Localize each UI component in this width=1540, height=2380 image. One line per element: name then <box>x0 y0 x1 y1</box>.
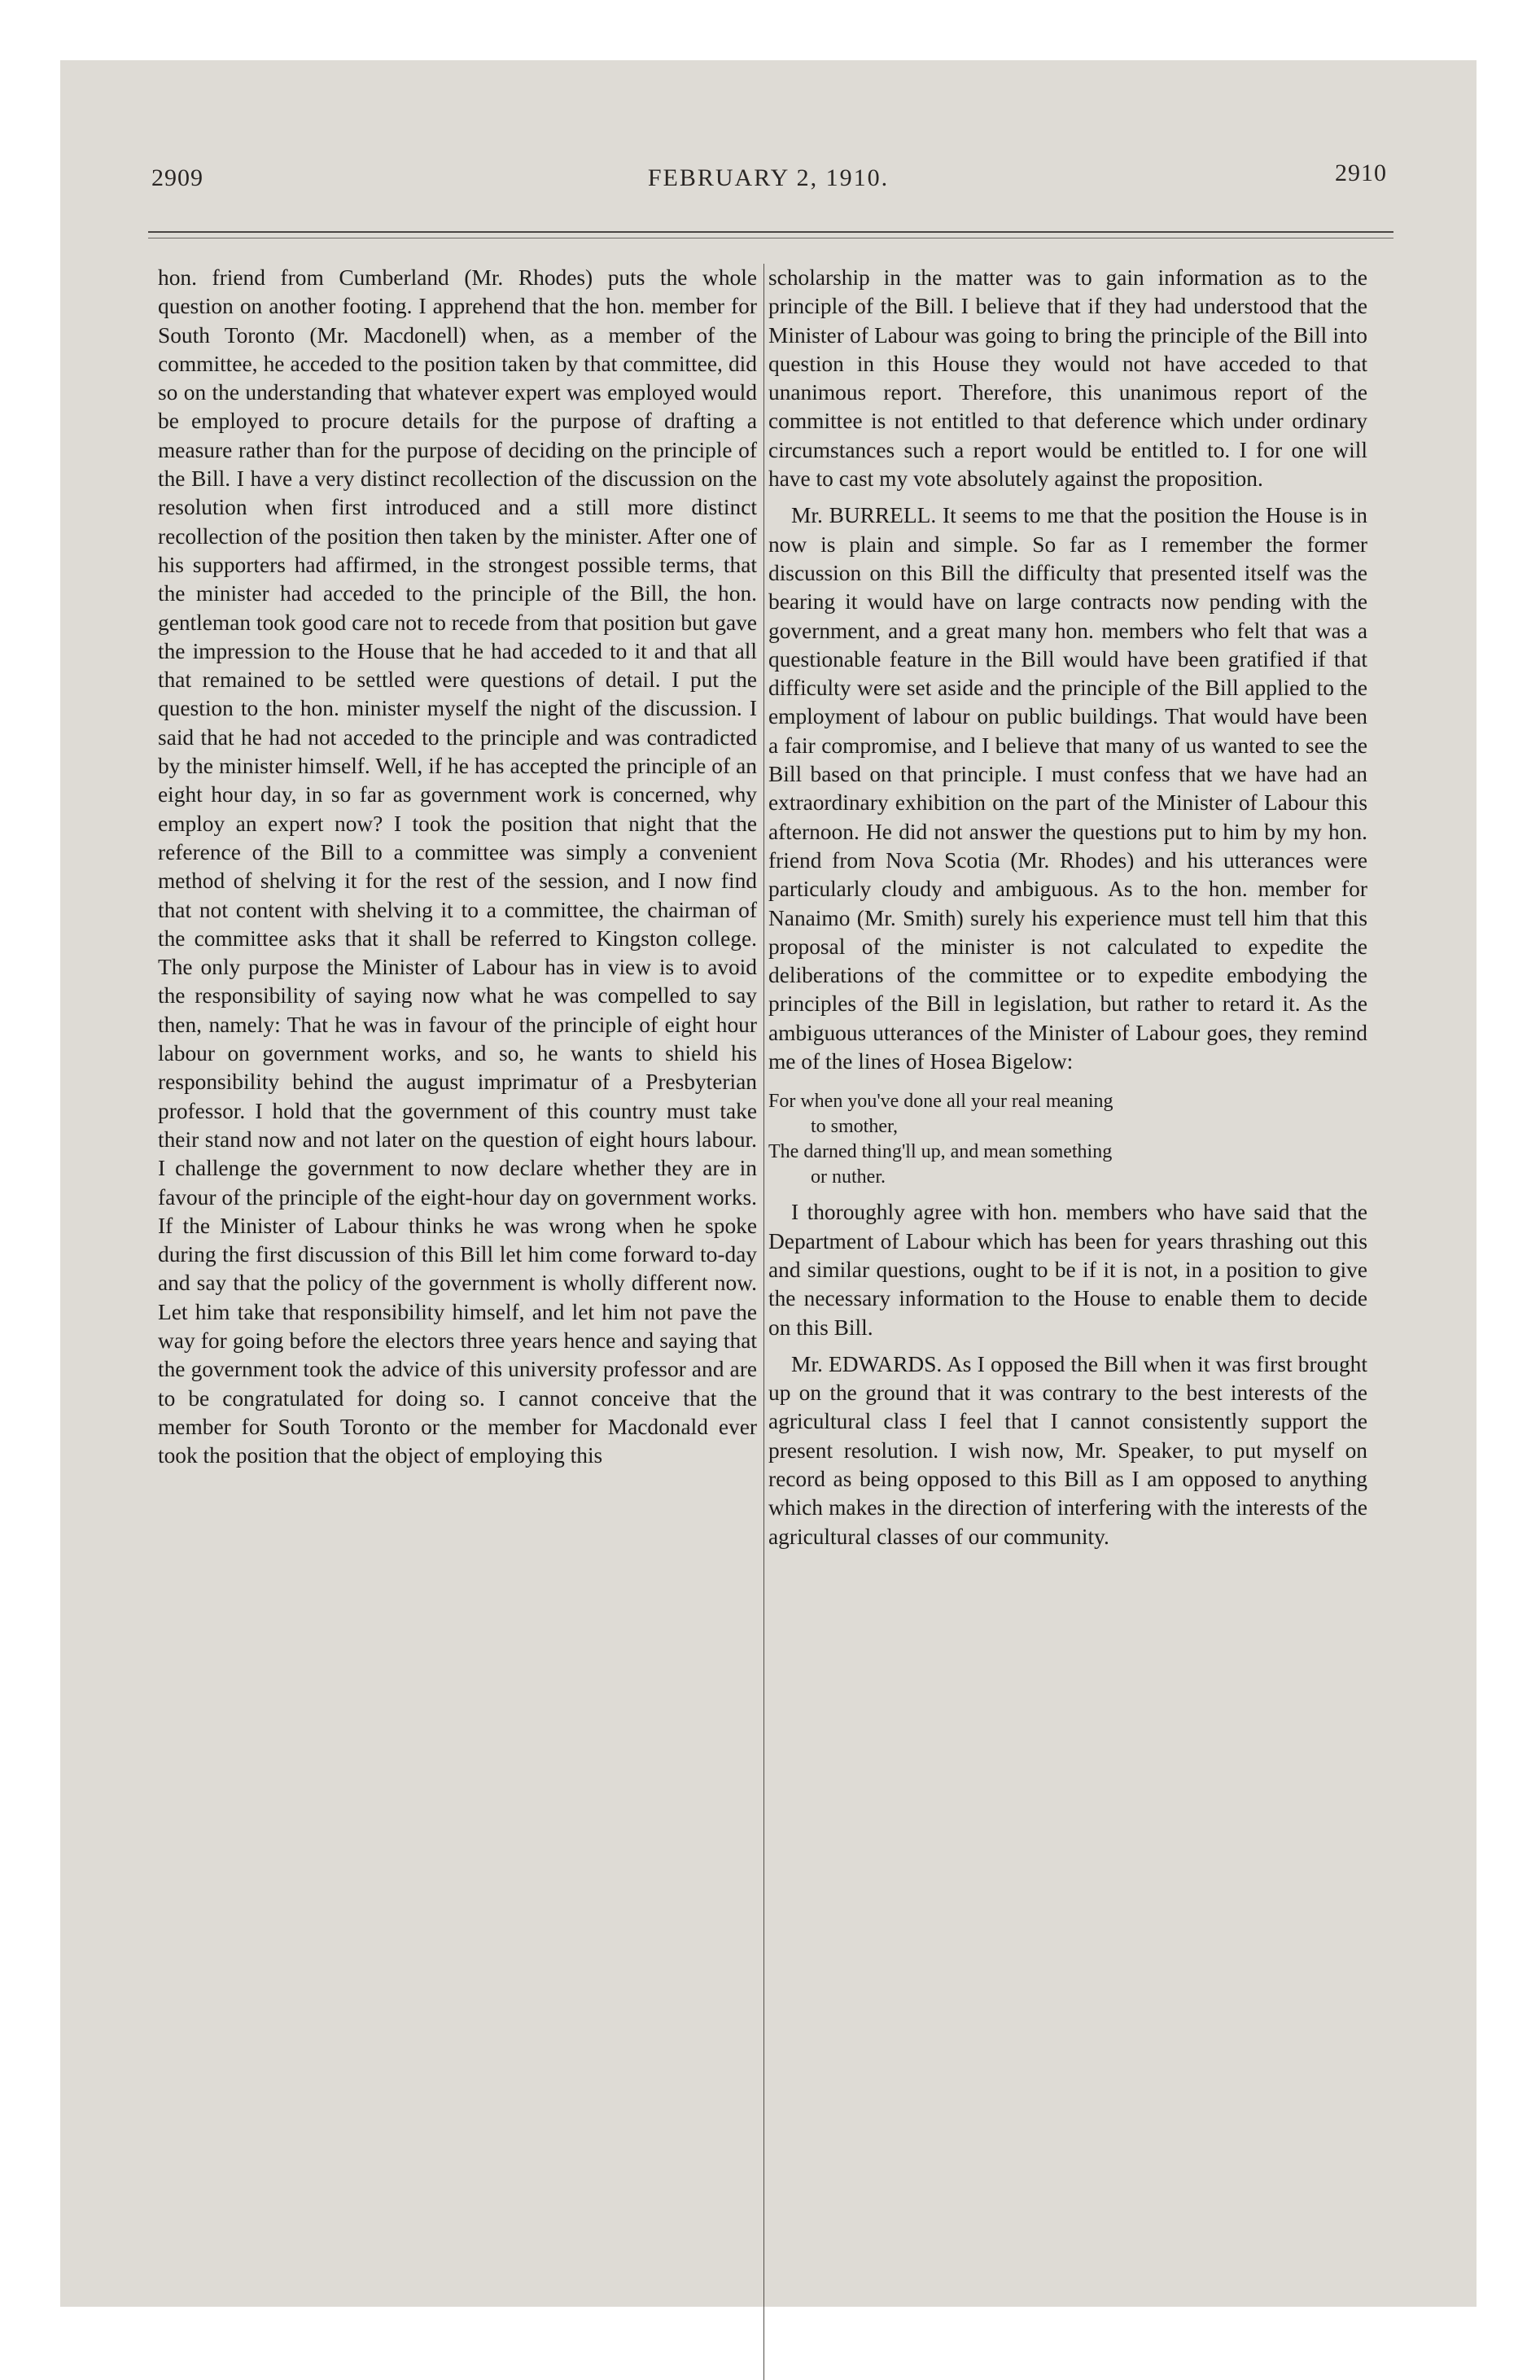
verse-line-2: The darned thing'll up, and mean something <box>768 1141 1113 1163</box>
page-number-right: 2910 <box>1335 160 1387 186</box>
column-divider <box>763 264 764 2380</box>
verse-line-2-cont: or nuther. <box>811 1166 886 1188</box>
page-header <box>60 160 1477 213</box>
right-paragraph-1: scholarship in the matter was to gain information as to the principle of the Bill. I believe that if they had understood that the Minister of Labour was going to bring the principle of the Bill into question in this House they would not have acceded to that unanimous report. Therefore, this unanimous report of the committee is not entitled to that deference which under ordinary circumstances such a report would be entitled to. I for one will have to cast my vote absolutely against the proposition. <box>768 265 1367 492</box>
edwards-paragraph: Mr. EDWARDS. As I opposed the Bill when it was first brought up on the ground that it was contrary to the best interests of the agricultural class I feel that I cannot consistently support the present resolution. I wish now, Mr. Speaker, to put myself on record as being opposed to this Bill as I am opposed to anything which makes in the direction of interfering with the interests of the agricultural classes of our community. <box>768 1351 1367 1549</box>
page-date-title: FEBRUARY 2, 1910. <box>647 164 890 191</box>
right-column <box>768 264 1367 1551</box>
verse-line-1-cont: to smother, <box>811 1116 899 1138</box>
right-paragraph-3: I thoroughly agree with hon. members who have said that the Department of Labour which has been for years thrashing out this and similar questions, ought to be if it is not, in a position to give the necessary information to the House to enable them to decide on this Bill. <box>768 1200 1367 1340</box>
page-number-left: 2909 <box>151 164 203 191</box>
burrell-paragraph: Mr. BURRELL. It seems to me that the position the House is in now is plain and simple. So far as I remember the former discussion on this Bill the difficulty that presented itself was the bearing it would have on large contracts now pending with the government, and a great many hon. members who felt that was a questionable feature in the Bill would have been gratified if that difficulty were set aside and the principle of the Bill applied to the employment of labour on public buildings. That would have been a fair compromise, and I believe that many of us wanted to see the Bill based on that principle. I must confess that we have had an extraordinary exhibition on the part of the Minister of Labour this afternoon. He did not answer the questions put to him by my hon. friend from Nova Scotia (Mr. Rhodes) and his utterances were particularly cloudy and ambiguous. As to the hon. member for Nanaimo (Mr. Smith) surely his experience must tell him that this proposal of the minister is not calculated to expedite the deliberations of the committee or to expedite embodying the principles of the Bill in legislation, but rather to retard it. As the ambiguous utterances of the Minister of Labour goes, they remind me of the lines of Hosea Bigelow: <box>768 503 1367 1074</box>
header-rule <box>148 231 1393 233</box>
verse-line-1: For when you've done all your real meaning <box>768 1091 1113 1113</box>
left-paragraph: hon. friend from Cumberland (Mr. Rhodes) puts the whole question on another footing. I apprehend that the hon. member for South Toronto (Mr. Macdonell) when, as a member of the committee, he acceded to the position taken by that committee, did so on the understanding that whatever expert was employed would be employed to procure details for the purpose of drafting a measure rather than for the purpose of deciding on the principle of the Bill. I have a very distinct recollection of the discussion on the resolution when first introduced and a still more distinct recollection of the position then taken by the minister. After one of his supporters had affirmed, in the strongest possible terms, that the minister had acceded to the principle of the Bill, the hon. gentleman took good care not to recede from that position but gave the impression to the House that he had acceded to it and that all that remained to be settled were questions of detail. I put the question to the hon. minister myself the night of the discussion. I said that he had not acceded to the principle and was contradicted by the minister himself. Well, if he has accepted the principle of an eight hour day, in so far as government work is concerned, why employ an expert now? I took the position that night that the reference of the Bill to a committee was simply a convenient method of shelving it for the rest of the session, and I now find that not content with shelving it to a committee, the chairman of the committee asks that it shall be referred to Kingston college. The only purpose the Minister of Labour has in view is to avoid the responsibility of saying now what he was compelled to say then, namely: That he was in favour of the principle of eight hour labour on government works, and so, he wants to shield his responsibility behind the august imprimatur of a Presbyterian professor. I hold that the government of this country must take their stand now and not later on the question of eight hours labour. I challenge the government to now declare whether they are in favour of the principle of the eight-hour day on government works. If the Minister of Labour thinks he was wrong when he spoke during the first discussion of this Bill let him come forward to-day and say that the policy of the government is wholly different now. Let him take that responsibility himself, and let him not pave the way for going before the electors three years hence and saying that the government took the advice of this university professor and are to be congratulated for doing so. I cannot conceive that the member for South Toronto or the member for Macdonald ever took the position that the object of employing this <box>158 265 757 1468</box>
verse-quote <box>768 1089 1367 1190</box>
left-column <box>158 264 757 1470</box>
scanned-page <box>60 60 1477 2307</box>
